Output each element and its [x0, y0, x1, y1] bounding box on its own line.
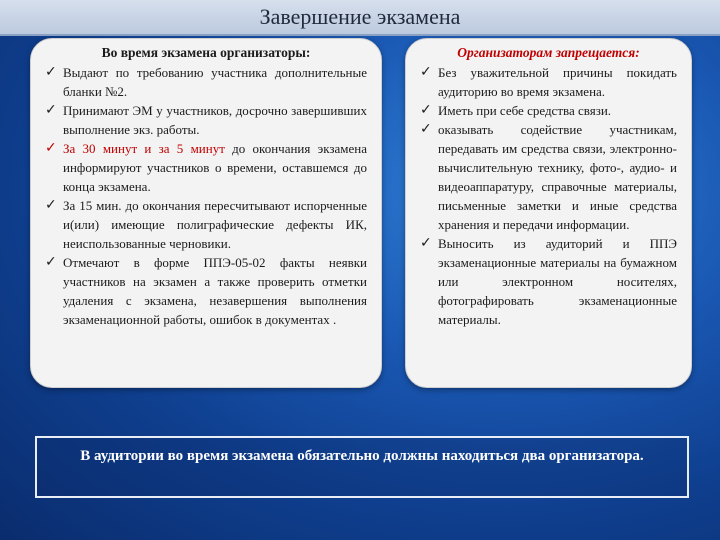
checkmark-icon: ✓: [45, 64, 57, 80]
organizer-duties-heading: Во время экзамена организаторы:: [101, 45, 311, 60]
checkmark-icon: ✓: [45, 140, 57, 156]
page-title: Завершение экзамена: [259, 4, 461, 29]
list-item: [420, 120, 677, 234]
title-bar: [0, 0, 720, 36]
list-item-text: За 15 мин. до окончания пересчитывают испорченные и(или) имеющие полиграфические дефекты ИК, неиспользованные черновики.: [63, 198, 367, 251]
checkmark-icon: ✓: [420, 235, 432, 251]
organizer-prohibitions-list: [420, 63, 677, 329]
two-organizers-note: В аудитории во время экзамена обязательно должны находиться два организатора.: [80, 448, 644, 464]
list-item-text: оказывать содействие участникам, передавать им средства связи, электронно-вычислительную технику, фото-, аудио- и видеоаппаратуру, справочные материалы, письменные заметки и иные средства хранения и передачи информации.: [438, 122, 677, 232]
list-item: [45, 139, 367, 196]
list-item: [420, 234, 677, 329]
list-item: [45, 63, 367, 101]
checkmark-icon: ✓: [420, 64, 432, 80]
list-item-text: Принимают ЭМ у участников, досрочно завершивших выполнение экз. работы.: [63, 103, 367, 137]
organizer-duties-list: [45, 63, 367, 329]
organizer-prohibitions-panel: [405, 38, 692, 388]
checkmark-icon: ✓: [420, 121, 432, 137]
list-item: [45, 196, 367, 253]
list-item-text: до окончания экзамена информируют участников о времени, оставшемся до конца экзамена.: [63, 141, 367, 194]
checkmark-icon: ✓: [45, 197, 57, 213]
list-item: [420, 63, 677, 101]
checkmark-icon: ✓: [45, 102, 57, 118]
two-organizers-note-box: [35, 436, 689, 498]
list-item-text: Иметь при себе средства связи.: [438, 103, 612, 118]
list-item: [420, 101, 677, 120]
list-item-text: Без уважительной причины покидать аудиторию во время экзамена.: [438, 65, 677, 99]
list-item-text: Выносить из аудиторий и ППЭ экзаменационные материалы на бумажном или электронном носителях, фотографировать экзаменационные материалы.: [438, 236, 677, 327]
list-item: [45, 253, 367, 329]
organizer-duties-panel: [30, 38, 382, 388]
checkmark-icon: ✓: [45, 254, 57, 270]
organizer-prohibitions-heading: Организаторам запрещается:: [457, 45, 640, 60]
checkmark-icon: ✓: [420, 102, 432, 118]
list-item-text: Выдают по требованию участника дополнительные бланки №2.: [63, 65, 367, 99]
list-item: [45, 101, 367, 139]
list-item-text: Отмечают в форме ППЭ-05-02 факты неявки участников на экзамен а также проверить отметки удаления с экзамена, незавершения выполнения экзаменационной работы, ошибок в документах .: [63, 255, 367, 327]
highlighted-time-text: За 30 минут и за 5 минут: [63, 141, 225, 156]
